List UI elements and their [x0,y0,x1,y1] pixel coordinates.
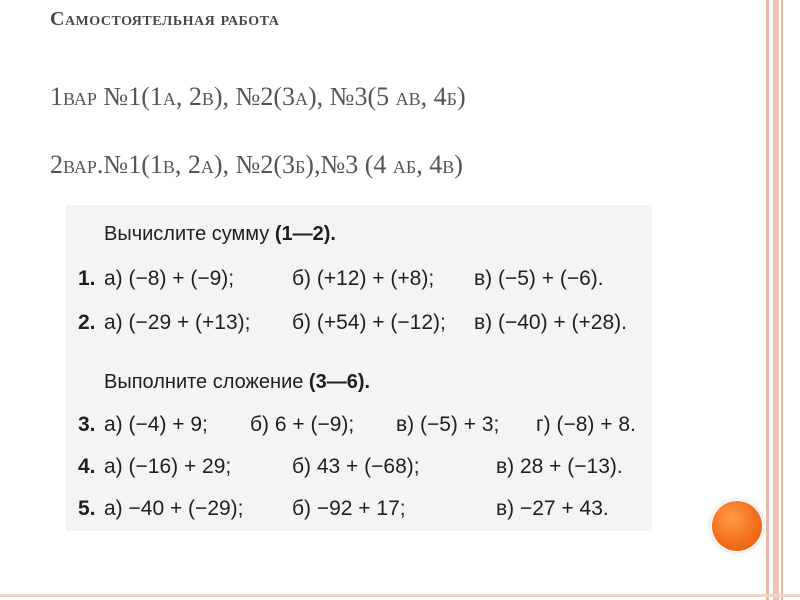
slide-bottom-border [0,594,800,597]
exercise-item: а) (−8) + (−9); [104,267,235,290]
exercise-item: в) 28 + (−13). [496,455,623,478]
exercise-item: б) (+54) + (−12); [292,311,446,334]
exercise-item: б) 43 + (−68); [292,455,420,478]
variant-2-assignment: 2вар.№1(1в, 2а), №2(3б),№3 (4 аб, 4в) [50,150,463,179]
instruction-compute-sum [104,223,336,246]
slide-border-band [773,0,779,600]
exercise-number: 5. [78,497,96,520]
exercise-item: б) 6 + (−9); [250,413,355,436]
worksheet-image [66,205,652,531]
instruction-range: (1—2). [274,223,336,245]
instruction-range: (3—6). [308,371,371,393]
exercise-item: в) −27 + 43. [496,497,609,520]
exercise-number: 2. [78,311,96,334]
instruction-perform-addition [104,371,370,394]
slide-border-line [766,0,769,600]
exercise-item: а) (−16) + 29; [104,455,232,478]
exercise-item: а) −40 + (−29); [104,497,244,520]
variant-1-assignment: 1вар №1(1а, 2в), №2(3а), №3(5 ав, 4б) [50,82,466,111]
instruction-text: Выполните сложение [104,371,309,393]
slide-border-line [781,0,783,600]
exercise-item: в) (−5) + (−6). [474,267,604,290]
orange-circle-icon [712,501,762,551]
slide-title: Самостоятельная работа [50,8,280,30]
exercise-number: 4. [78,455,96,478]
exercise-item: в) (−40) + (+28). [474,311,627,334]
exercise-item: в) (−5) + 3; [396,413,500,436]
exercise-item: г) (−8) + 8. [536,413,636,436]
exercise-item: б) (+12) + (+8); [292,267,435,290]
exercise-item: б) −92 + 17; [292,497,406,520]
exercise-item: а) (−4) + 9; [104,413,208,436]
exercise-number: 3. [78,413,96,436]
exercise-item: а) (−29 + (+13); [104,311,251,334]
exercise-number: 1. [78,267,96,290]
instruction-text: Вычислите сумму [104,223,275,245]
